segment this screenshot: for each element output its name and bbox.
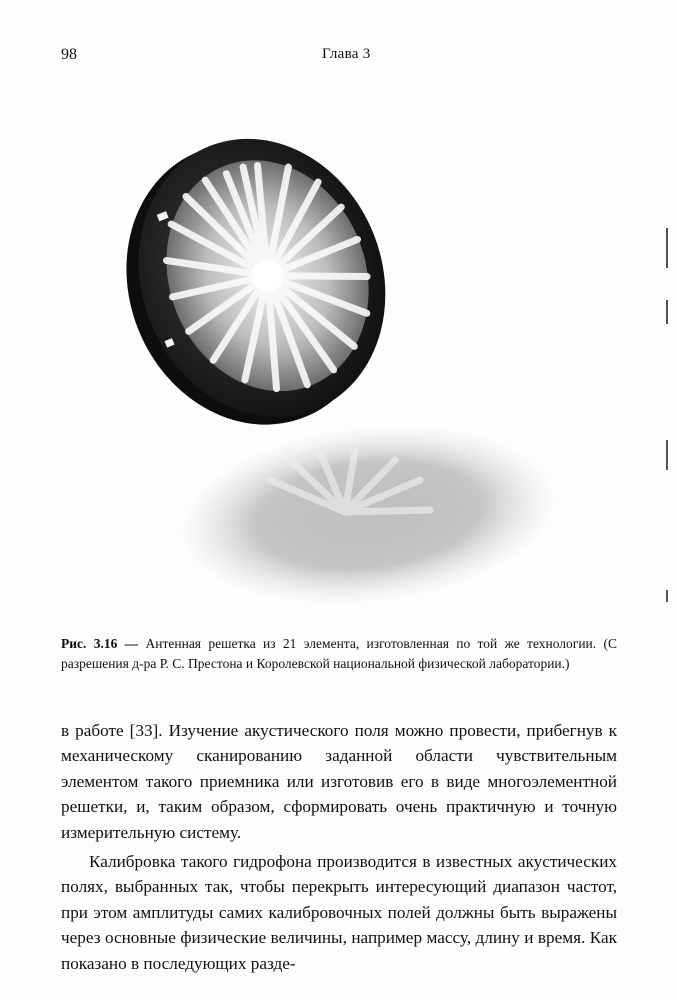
paragraph: Калибровка такого гидрофона производится в известных акустических полях, выбранных так, чтобы перекрыть интересующий диапазон частот, при этом амплитуды самих калибровочных полей должны быть выражены через основные физические величины, например массу, длину и время. Как показано в последующих разде- [61,852,617,973]
paragraph: в работе [33]. Изучение акустического поля можно провести, прибегнув к механическому сканированию заданной области чувствительным элементом такого приемника или изготовив его в виде многоэлементной решетки, и, таким образом, сформировать очень практичную и точную измерительную систему. [61,721,617,842]
floor-shadow [170,408,566,610]
antenna-array-photo [110,130,590,610]
scan-edge-mark [666,300,668,324]
caption-label: Рис. 3.16 — [61,636,139,651]
scan-edge-mark [666,440,668,470]
caption-text: Антенная решетка из 21 элемента, изготовленная по той же технологии. (С разрешения д-ра Р. С. Престона и Королевской национальной физической лаборатории.) [61,636,617,671]
page-number: 98 [61,46,77,63]
running-head: Глава 3 [322,46,371,62]
scan-edge-mark [666,590,668,602]
array-disc [110,130,428,463]
scan-edge-mark [666,228,668,268]
figure-caption [61,634,617,674]
body-text [61,718,617,976]
